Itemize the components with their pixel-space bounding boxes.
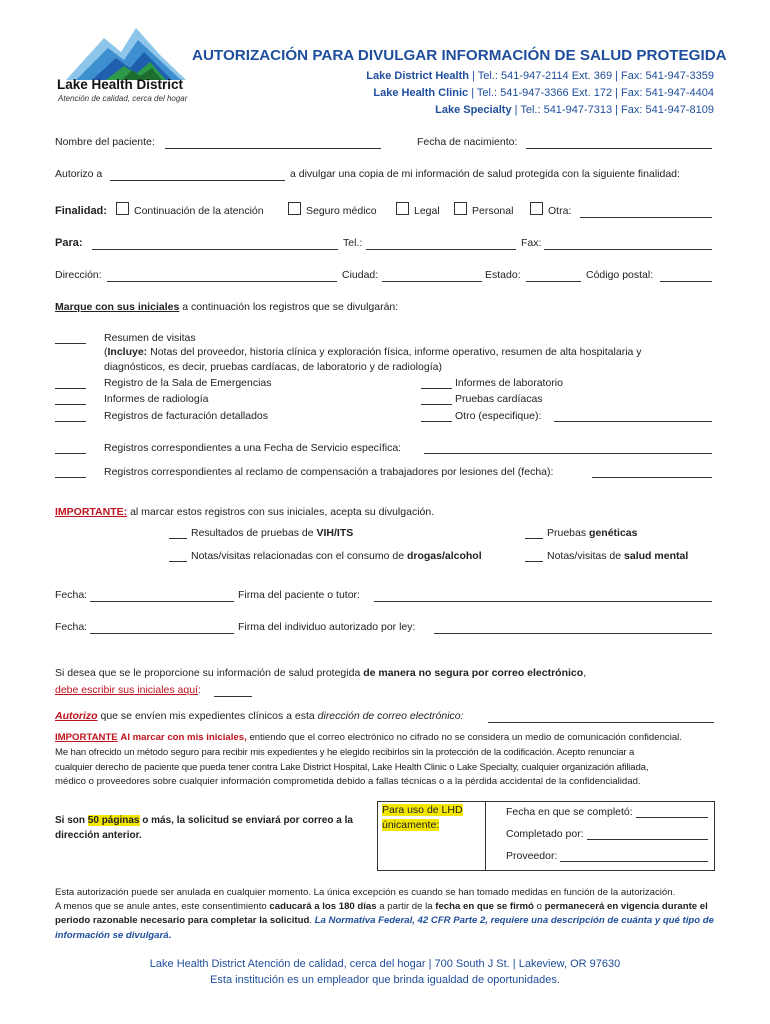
sig1-date-label: Fecha: — [55, 589, 88, 601]
zip-label: Código postal: — [586, 269, 654, 281]
email-important-line-3: cualquier derecho de paciente que pueda tener contra Lake District Hospital, Lake Health Clinic o Lake Specialty, cualquier organización afiliada, — [55, 762, 649, 773]
include-line-2: diagnósticos, es decir, pruebas cardíacas, de laboratorio y de radiología) — [104, 361, 442, 373]
state-label: Estado: — [485, 269, 521, 281]
page-title: AUTORIZACIÓN PARA DIVULGAR INFORMACIÓN DE SALUD PROTEGIDA — [192, 47, 727, 64]
genetic-bold: genéticas — [589, 527, 638, 539]
sig1-date-field[interactable] — [90, 601, 234, 602]
radiology-initials[interactable] — [55, 404, 86, 405]
email-authorize-label: Autorizo — [55, 710, 98, 722]
email-authorize-row — [55, 710, 464, 722]
email-important-text: entiendo que el correo electrónico no cifrado no se considera un medio de comunicación confidencial. — [249, 732, 682, 743]
include-line-1: (Incluye: Notas del proveedor, historia clínica y exploración física, informe operativo, resumen de alta hospitalaria y — [104, 346, 642, 358]
purpose-option-label: Otra: — [548, 205, 572, 217]
dob-label: Fecha de nacimiento: — [417, 136, 518, 148]
other-label: Otro (especifique): — [455, 410, 542, 422]
service-date-field[interactable] — [424, 453, 712, 454]
patient-name-label: Nombre del paciente: — [55, 136, 155, 148]
contact-name: Lake District Health — [366, 70, 469, 82]
drugs-text: Notas/visitas relacionadas con el consumo de — [191, 550, 405, 562]
rev-italic-1: La Normativa Federal, 42 CFR Parte 2, requiere una descripción de cuánta y qué tipo de — [314, 915, 714, 926]
visit-summary-initials[interactable] — [55, 343, 86, 344]
revocation-line-4: información se divulgará. — [55, 930, 172, 941]
purpose-label: Finalidad: — [55, 205, 107, 217]
contact-info: | Tel.: 541-947-7313 | Fax: 541-947-8109 — [514, 104, 714, 116]
include-bold: Incluye: — [107, 346, 148, 358]
rev-bold-2: fecha en que se firmó — [435, 901, 534, 912]
email-intro: Si desea que se le proporcione su información de salud protegida de manera no segura por correo electrónico, — [55, 667, 587, 679]
state-field[interactable] — [526, 281, 581, 282]
email-authorize-italic: dirección de correo electrónico: — [317, 710, 464, 722]
lab-label: Informes de laboratorio — [455, 377, 563, 389]
email-important-label: IMPORTANTE — [55, 732, 118, 743]
contact-line-2 — [373, 87, 714, 99]
tel-field[interactable] — [366, 249, 516, 250]
mail-pre: Si son — [55, 815, 86, 826]
purpose-option-label: Continuación de la atención — [134, 205, 264, 217]
logo-name: Lake Health District — [57, 77, 184, 92]
dob-field[interactable] — [526, 148, 712, 149]
include-text: Notas del proveedor, historia clínica y exploración física, informe operativo, resumen de alta hospitalaria y — [150, 346, 642, 358]
to-label: Para: — [55, 237, 83, 249]
office-label-text-2: únicamente: — [382, 819, 440, 831]
completed-date-field[interactable] — [636, 817, 708, 818]
authorize-recipient-field[interactable] — [110, 180, 285, 181]
email-important-line-4: médico o proveedores sobre cualquier información comprometida debido a fallas técnicas o a la pérdida accidental de la confidencialidad. — [55, 776, 641, 787]
drugs-initials[interactable] — [169, 561, 187, 562]
contact-name: Lake Specialty — [435, 104, 512, 116]
authorize-label: Autorizo a — [55, 168, 103, 180]
hiv-label — [191, 527, 353, 539]
er-initials[interactable] — [55, 388, 86, 389]
fax-label: Fax: — [521, 237, 542, 249]
workers-comp-field[interactable] — [592, 477, 712, 478]
radiology-label: Informes de radiología — [104, 393, 209, 405]
purpose-legal-checkbox[interactable] — [396, 202, 409, 215]
auth-sig-label: Firma del individuo autorizado por ley: — [238, 621, 416, 633]
zip-field[interactable] — [660, 281, 712, 282]
records-instruction-text: a continuación los registros que se divulgarán: — [182, 301, 399, 313]
sig2-date-field[interactable] — [90, 633, 234, 634]
cardiac-label: Pruebas cardíacas — [455, 393, 543, 405]
purpose-insurance-checkbox[interactable] — [288, 202, 301, 215]
records-instruction-bold: Marque con sus iniciales — [55, 301, 180, 313]
email-initials-row: debe escribir sus iniciales aquí: — [55, 684, 201, 696]
service-date-initials[interactable] — [55, 453, 86, 454]
mountain-logo-icon — [66, 20, 186, 80]
drugs-label — [191, 550, 482, 562]
purpose-option-label: Personal — [472, 205, 514, 217]
patient-sig-field[interactable] — [374, 601, 712, 602]
drugs-bold: drogas/alcohol — [406, 550, 482, 562]
purpose-continuation-checkbox[interactable] — [116, 202, 129, 215]
revocation-line-1: Esta autorización puede ser anulada en cualquier momento. La única excepción es cuando se han tomado medidas en función de la autorización. — [55, 887, 676, 898]
rev-bold-4: periodo razonable necesario para completar la solicitud — [55, 915, 310, 926]
completed-date-label: Fecha en que se completó: — [506, 806, 633, 818]
tel-label: Tel.: — [343, 237, 363, 249]
purpose-other-field[interactable] — [580, 217, 712, 218]
footer-line-2: Esta institución es un empleador que brinda igualdad de oportunidades. — [210, 974, 560, 986]
email-important-bold: Al marcar con mis iniciales, — [120, 732, 247, 743]
provider-label: Proveedor: — [506, 850, 558, 862]
genetic-initials[interactable] — [525, 538, 543, 539]
provider-field[interactable] — [560, 861, 708, 862]
email-important-line-2: Me han ofrecido un método seguro para recibir mis expedientes y he elegido recibirlos sin la protección de la codificación. Acepto renunciar a — [55, 747, 635, 758]
patient-name-field[interactable] — [165, 148, 381, 149]
city-field[interactable] — [382, 281, 482, 282]
important-text: al marcar estos registros con sus iniciales, acepta su divulgación. — [130, 506, 435, 518]
rev-bold-1: caducará a los 180 días — [269, 901, 377, 912]
rev-o: o — [536, 901, 542, 912]
rev-italic-2: información se divulgará — [55, 930, 169, 941]
mail-note-line-2: dirección anterior. — [55, 830, 142, 841]
workers-comp-label: Registros correspondientes al reclamo de compensación a trabajadores por lesiones del (fecha): — [104, 466, 554, 478]
purpose-option-label: Seguro médico — [306, 205, 377, 217]
email-initials-label: debe escribir sus iniciales aquí — [55, 684, 198, 696]
email-address-field[interactable] — [488, 722, 714, 723]
service-date-label: Registros correspondientes a una Fecha de Servicio específica: — [104, 442, 402, 454]
footer-line-1: Lake Health District Atención de calidad, cerca del hogar | 700 South J St. | Lakeview, OR 97630 — [149, 958, 621, 970]
billing-initials[interactable] — [55, 421, 86, 422]
mail-note-line-1 — [55, 815, 353, 826]
email-authorize-text: que se envíen mis expedientes clínicos a esta — [100, 710, 315, 722]
cardiac-initials[interactable] — [421, 404, 452, 405]
rev-bold-3: permanecerá en vigencia durante el — [544, 901, 708, 912]
hiv-text: Resultados de pruebas de — [191, 527, 314, 539]
important-label: IMPORTANTE: — [55, 506, 128, 518]
patient-sig-label: Firma del paciente o tutor: — [238, 589, 360, 601]
visit-summary-label: Resumen de visitas — [104, 332, 196, 344]
mental-text: Notas/visitas de — [547, 550, 622, 562]
contact-line-3 — [435, 104, 714, 116]
mental-bold: salud mental — [624, 550, 689, 562]
revocation-line-3: periodo razonable necesario para completar la solicitud. La Normativa Federal, 42 CFR Parte 2, requiere una descripción de cuánta y qué tipo de — [55, 915, 714, 926]
logo-tagline: Atención de calidad, cerca del hogar — [58, 94, 188, 103]
purpose-option-label: Legal — [414, 205, 440, 217]
hiv-bold: VIH/ITS — [316, 527, 354, 539]
contact-line-1 — [366, 70, 714, 82]
contact-name: Lake Health Clinic — [373, 87, 469, 99]
address-field[interactable] — [107, 281, 337, 282]
genetic-text: Pruebas — [547, 527, 587, 539]
workers-comp-initials[interactable] — [55, 477, 86, 478]
mental-initials[interactable] — [525, 561, 543, 562]
important-notice — [55, 506, 434, 518]
mail-post: o más, la solicitud se enviará por correo a la — [142, 815, 353, 826]
auth-sig-field[interactable] — [434, 633, 712, 634]
completed-by-label: Completado por: — [506, 828, 584, 840]
billing-label: Registros de facturación detallados — [104, 410, 269, 422]
rev-mid: a partir de la — [379, 901, 433, 912]
email-intro-text: Si desea que se le proporcione su información de salud protegida — [55, 667, 361, 679]
city-label: Ciudad: — [342, 269, 379, 281]
mail-highlight: 50 páginas — [87, 815, 140, 826]
fax-field[interactable] — [544, 249, 712, 250]
genetic-label — [547, 527, 637, 539]
mental-label — [547, 550, 688, 562]
authorize-text: a divulgar una copia de mi información de salud protegida con la siguiente finalidad: — [290, 168, 680, 180]
email-intro-bold: de manera no segura por correo electrónico — [363, 667, 584, 679]
email-initials-field[interactable] — [214, 696, 252, 697]
email-important-line-1 — [55, 731, 725, 745]
contact-info: | Tel.: 541-947-2114 Ext. 369 | Fax: 541-947-3359 — [472, 70, 714, 82]
office-label-2 — [382, 819, 439, 831]
rev-pre: A menos que se anule antes, este consentimiento — [55, 901, 267, 912]
purpose-other-checkbox[interactable] — [530, 202, 543, 215]
purpose-personal-checkbox[interactable] — [454, 202, 467, 215]
other-field[interactable] — [554, 421, 712, 422]
er-label: Registro de la Sala de Emergencias — [104, 377, 272, 389]
office-label-text-1: Para uso de LHD — [382, 804, 463, 816]
sig2-date-label: Fecha: — [55, 621, 88, 633]
revocation-line-2 — [55, 900, 735, 914]
records-instruction — [55, 301, 398, 313]
other-initials[interactable] — [421, 421, 452, 422]
to-field[interactable] — [92, 249, 338, 250]
address-label: Dirección: — [55, 269, 102, 281]
completed-by-field[interactable] — [587, 839, 708, 840]
hiv-initials[interactable] — [169, 538, 187, 539]
contact-info: | Tel.: 541-947-3366 Ext. 172 | Fax: 541-947-4404 — [471, 87, 714, 99]
lab-initials[interactable] — [421, 388, 452, 389]
office-label-1 — [382, 804, 463, 816]
